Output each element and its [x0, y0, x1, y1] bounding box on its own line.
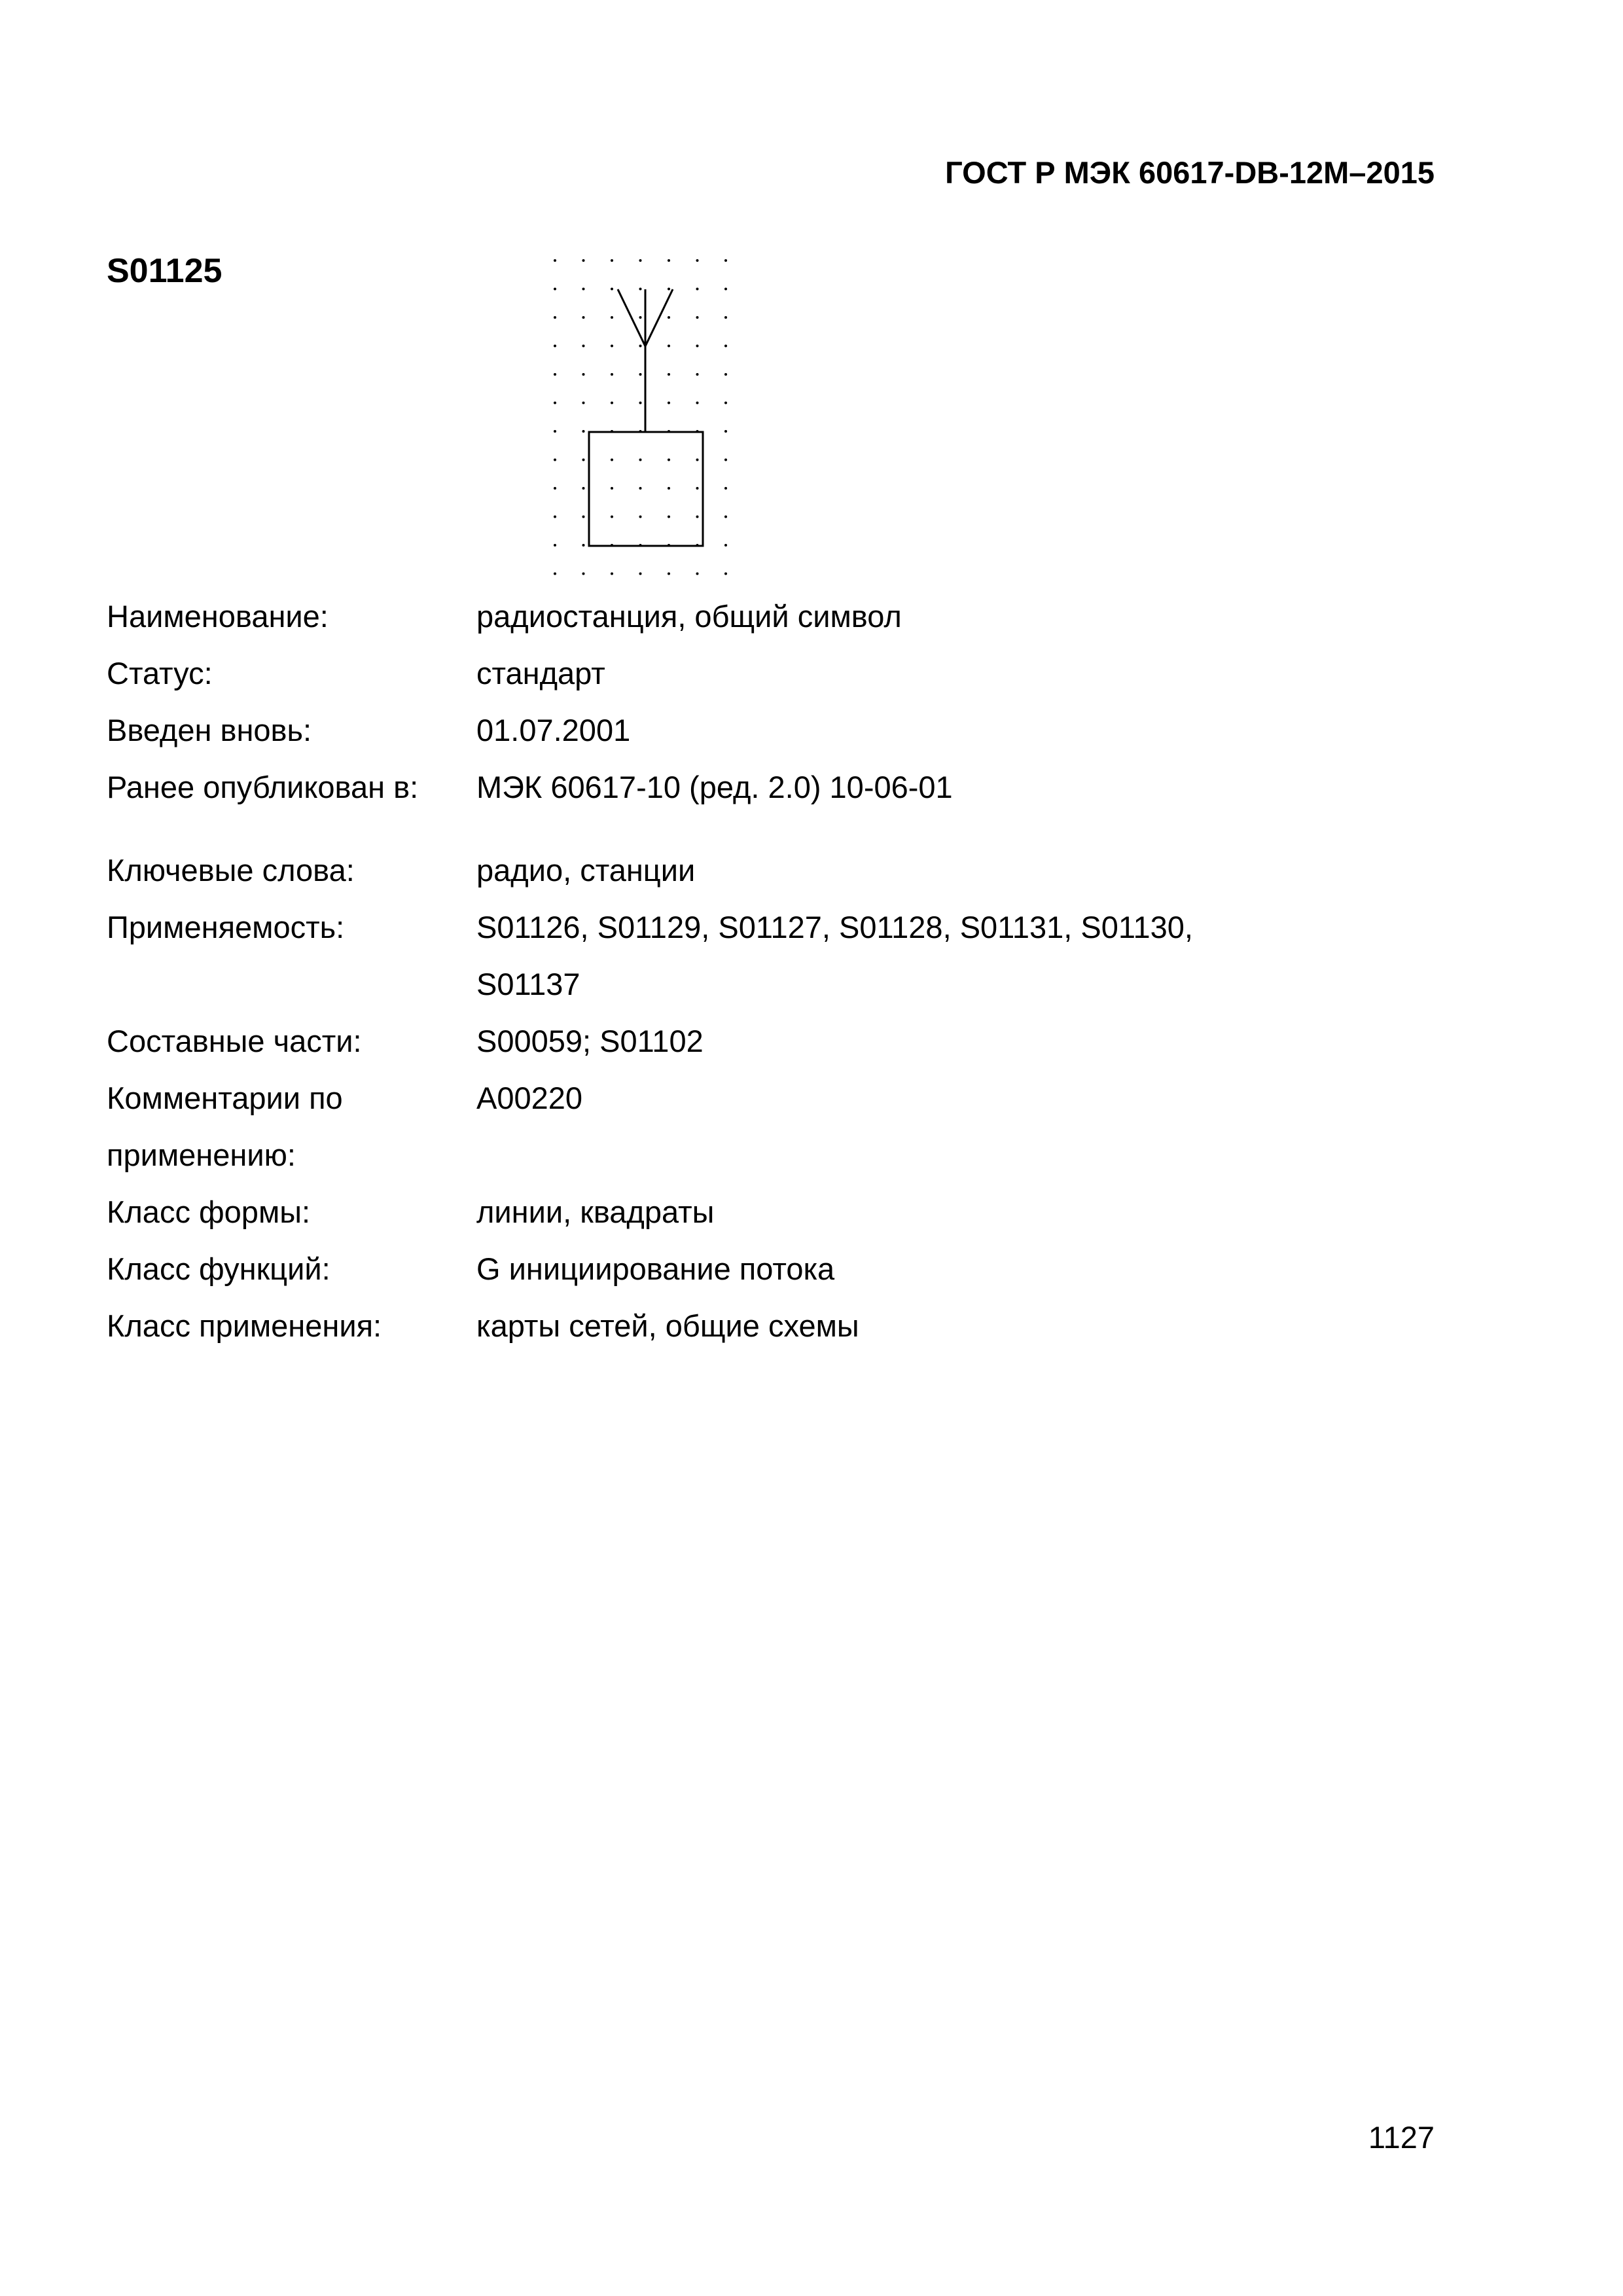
grid-dot — [724, 459, 727, 461]
grid-dot — [554, 487, 556, 490]
property-label: применению: — [107, 1138, 296, 1172]
grid-dot — [668, 573, 670, 575]
property-row-application-comments-cont — [107, 1126, 1481, 1183]
grid-dot — [639, 259, 642, 262]
property-value: стандарт — [476, 656, 605, 691]
grid-dot — [724, 516, 727, 518]
grid-dot — [639, 573, 642, 575]
grid-dot — [724, 487, 727, 490]
grid-dot — [582, 430, 585, 433]
grid-dot — [668, 316, 670, 319]
property-label: Применяемость: — [107, 910, 345, 944]
grid-dot — [639, 516, 642, 518]
property-value: S01137 — [476, 967, 580, 1001]
grid-dot — [639, 402, 642, 404]
station-square-icon — [589, 432, 703, 546]
grid-dot — [611, 316, 613, 319]
property-label: Введен вновь: — [107, 713, 312, 747]
property-label: Ранее опубликован в: — [107, 770, 419, 804]
property-value: радио, станции — [476, 853, 696, 888]
grid-dot — [611, 402, 613, 404]
property-value: карты сетей, общие схемы — [476, 1308, 859, 1343]
grid-dot — [696, 259, 699, 262]
property-value: радиостанция, общий символ — [476, 599, 902, 634]
property-row-function-class — [107, 1240, 1481, 1297]
property-value: S01126, S01129, S01127, S01128, S01131, S01130, — [476, 910, 1193, 944]
grid-dot — [639, 316, 642, 319]
grid-dot — [582, 544, 585, 547]
grid-dot — [668, 516, 670, 518]
grid-dot — [554, 259, 556, 262]
grid-dot — [696, 573, 699, 575]
grid-dot — [696, 373, 699, 376]
property-label: Ключевые слова: — [107, 853, 355, 888]
property-row-applicability — [107, 899, 1481, 956]
grid-dot — [696, 288, 699, 291]
grid-dot — [696, 316, 699, 319]
grid-dot — [554, 288, 556, 291]
grid-dot — [554, 402, 556, 404]
grid-dot — [554, 516, 556, 518]
radio-station-symbol-figure — [550, 257, 740, 589]
grid-dot — [582, 516, 585, 518]
grid-dot — [554, 459, 556, 461]
grid-dot — [724, 345, 727, 348]
grid-dot — [668, 402, 670, 404]
grid-dot — [724, 430, 727, 433]
grid-dot — [582, 316, 585, 319]
grid-dot — [611, 345, 613, 348]
property-value: S00059; S01102 — [476, 1024, 704, 1058]
grid-dot — [724, 373, 727, 376]
property-row-previously-published — [107, 759, 1481, 816]
grid-dot — [724, 259, 727, 262]
grid-dot — [696, 487, 699, 490]
property-label: Класс формы: — [107, 1194, 311, 1229]
grid-dot — [554, 573, 556, 575]
grid-dot — [724, 402, 727, 404]
grid-dot — [554, 345, 556, 348]
property-row-introduced — [107, 702, 1481, 759]
grid-dot — [611, 259, 613, 262]
grid-dot — [668, 345, 670, 348]
property-row-applicability-cont — [107, 956, 1481, 1013]
grid-dot — [668, 459, 670, 461]
grid-dot — [554, 430, 556, 433]
grid-dot — [582, 373, 585, 376]
property-row-name — [107, 588, 1481, 645]
grid-dot — [696, 459, 699, 461]
property-label: Составные части: — [107, 1024, 362, 1058]
grid-dot — [639, 459, 642, 461]
antenna-icon — [618, 289, 673, 432]
property-value: линии, квадраты — [476, 1194, 715, 1229]
property-value: 01.07.2001 — [476, 713, 631, 747]
property-label: Класс функций: — [107, 1251, 330, 1286]
property-row-status — [107, 645, 1481, 702]
grid-dot — [582, 259, 585, 262]
grid-dot — [724, 573, 727, 575]
property-value — [476, 1126, 1481, 1183]
property-label: Наименование: — [107, 599, 329, 634]
property-value: G инициирование потока — [476, 1251, 835, 1286]
property-value: A00220 — [476, 1081, 583, 1115]
grid-dot — [611, 288, 613, 291]
grid-dot — [611, 373, 613, 376]
grid-dot — [696, 402, 699, 404]
grid-dot — [639, 373, 642, 376]
page-number: 1127 — [1368, 2120, 1435, 2155]
grid-dot — [611, 487, 613, 490]
grid-dot — [611, 573, 613, 575]
property-label: Класс применения: — [107, 1308, 382, 1343]
grid-dot — [639, 487, 642, 490]
property-row-components — [107, 1013, 1481, 1069]
grid-dot — [668, 259, 670, 262]
grid-dot — [582, 459, 585, 461]
grid-dot — [582, 288, 585, 291]
grid-dot — [639, 288, 642, 291]
grid-dot — [554, 544, 556, 547]
grid-dot — [668, 373, 670, 376]
property-row-shape-class — [107, 1183, 1481, 1240]
grid-dot — [724, 288, 727, 291]
property-label: Комментарии по — [107, 1081, 343, 1115]
grid-dot — [668, 487, 670, 490]
grid-dots — [554, 259, 740, 589]
property-row-application-comments — [107, 1069, 1481, 1126]
grid-dot — [639, 345, 642, 348]
grid-dot — [582, 573, 585, 575]
grid-dot — [696, 516, 699, 518]
grid-dot — [582, 345, 585, 348]
property-row-application-class — [107, 1297, 1481, 1354]
grid-dot — [724, 544, 727, 547]
property-row-keywords — [107, 842, 1481, 899]
grid-dot — [582, 402, 585, 404]
property-label — [107, 956, 476, 1013]
grid-dot — [668, 288, 670, 291]
grid-dot — [582, 487, 585, 490]
grid-dot — [696, 345, 699, 348]
grid-dot — [554, 373, 556, 376]
grid-dot — [554, 316, 556, 319]
property-label: Статус: — [107, 656, 213, 691]
symbol-properties-table — [107, 588, 1481, 1354]
document-header-code: ГОСТ Р МЭК 60617-DB-12M–2015 — [945, 155, 1435, 190]
grid-dot — [724, 316, 727, 319]
property-value: МЭК 60617-10 (ред. 2.0) 10-06-01 — [476, 770, 953, 804]
grid-dot — [611, 516, 613, 518]
grid-dot — [611, 459, 613, 461]
symbol-id: S01125 — [107, 252, 223, 290]
